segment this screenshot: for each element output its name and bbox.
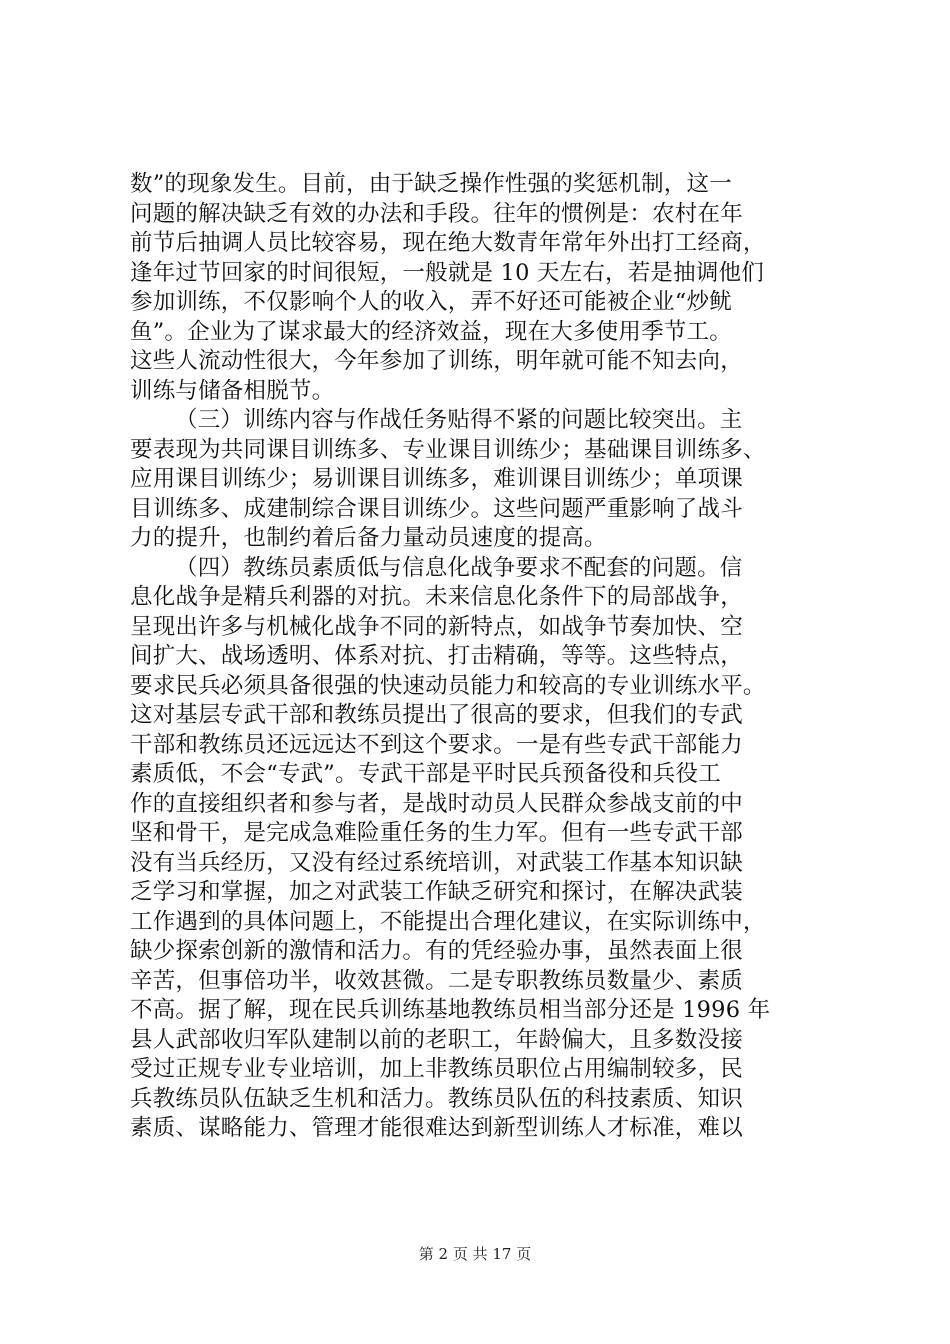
text-line: 呈现出许多与机械化战争不同的新特点，如战争节奏加快、空 [130,613,743,640]
text-line: 问题的解决缺乏有效的办法和手段。往年的惯例是：农村在年 [130,200,743,227]
text-line: 乏学习和掌握，加之对武装工作缺乏研究和探讨，在解决武装 [130,879,743,905]
text-line: 应用课目训练少；易训课目训练多，难训课目训练少；单项课 [130,466,743,492]
text-line: 要求民兵必须具备很强的快速动员能力和较高的专业训练水平。 [130,672,766,699]
text-line: 不高。据了解，现在民兵训练基地教练员相当部分还是 1996 年 [130,997,771,1023]
text-line: 参加训练，不仅影响个人的收入，弄不好还可能被企业“炒鱿 [130,289,732,315]
text-line: 逢年过节回家的时间很短，一般就是 10 天左右，若是抽调他们 [130,259,764,286]
text-line: 没有当兵经历，又没有经过系统培训，对武装工作基本知识缺 [130,849,743,876]
paragraph-start-line: （三）训练内容与作战任务贴得不紧的问题比较突出。主 [175,407,743,433]
text-line: 这对基层专武干部和教练员提出了很高的要求，但我们的专武 [130,702,743,728]
text-line: 数”的现象发生。目前，由于缺乏操作性强的奖惩机制，这一 [130,171,732,197]
text-line: 干部和教练员还远远达不到这个要求。一是有些专武干部能力 [130,731,743,758]
text-line: 这些人流动性很大，今年参加了训练，明年就可能不知去向， [130,348,743,374]
text-line: 作的直接组织者和参与者，是战时动员人民群众参战支前的中 [130,790,743,817]
text-line: 素质、谋略能力、管理才能很难达到新型训练人才标准，难以 [130,1115,743,1141]
text-line: 工作遇到的具体问题上，不能提出合理化建议，在实际训练中， [130,908,766,935]
text-line: 间扩大、战场透明、体系对抗、打击精确，等等。这些特点， [130,643,743,669]
text-line: 辛苦，但事倍功半，收效甚微。二是专职教练员数量少、素质 [130,967,743,994]
text-line: 鱼”。企业为了谋求最大的经济效益，现在大多使用季节工。 [130,318,732,345]
paragraph-start-line: （四）教练员素质低与信息化战争要求不配套的问题。信 [175,554,743,581]
text-line: 前节后抽调人员比较容易，现在绝大数青年常年外出打工经商， [130,230,766,256]
text-line: 兵教练员队伍缺乏生机和活力。教练员队伍的科技素质、知识 [130,1085,743,1112]
text-line: 力的提升，也制约着后备力量动员速度的提高。 [130,525,607,551]
body-text [130,170,820,1144]
text-line: 目训练多、成建制综合课目训练少。这些问题严重影响了战斗 [130,495,743,522]
text-line: 坚和骨干，是完成急难险重任务的生力军。但有一些专武干部 [130,820,743,846]
text-line: 县人武部收归军队建制以前的老职工，年龄偏大，且多数没接 [130,1026,743,1053]
text-line: 缺少探索创新的激情和活力。有的凭经验办事，虽然表面上很 [130,938,743,964]
text-line: 受过正规专业专业培训，加上非教练员职位占用编制较多，民 [130,1056,743,1082]
page-number-footer: 第 2 页 共 17 页 [418,1245,532,1263]
text-line: 要表现为共同课目训练多、专业课目训练少；基础课目训练多、 [130,436,766,463]
text-line: 素质低，不会“专武”。专武干部是平时民兵预备役和兵役工 [130,761,721,787]
text-line: 息化战争是精兵利器的对抗。未来信息化条件下的局部战争， [130,584,743,610]
text-line: 训练与储备相脱节。 [130,377,335,404]
